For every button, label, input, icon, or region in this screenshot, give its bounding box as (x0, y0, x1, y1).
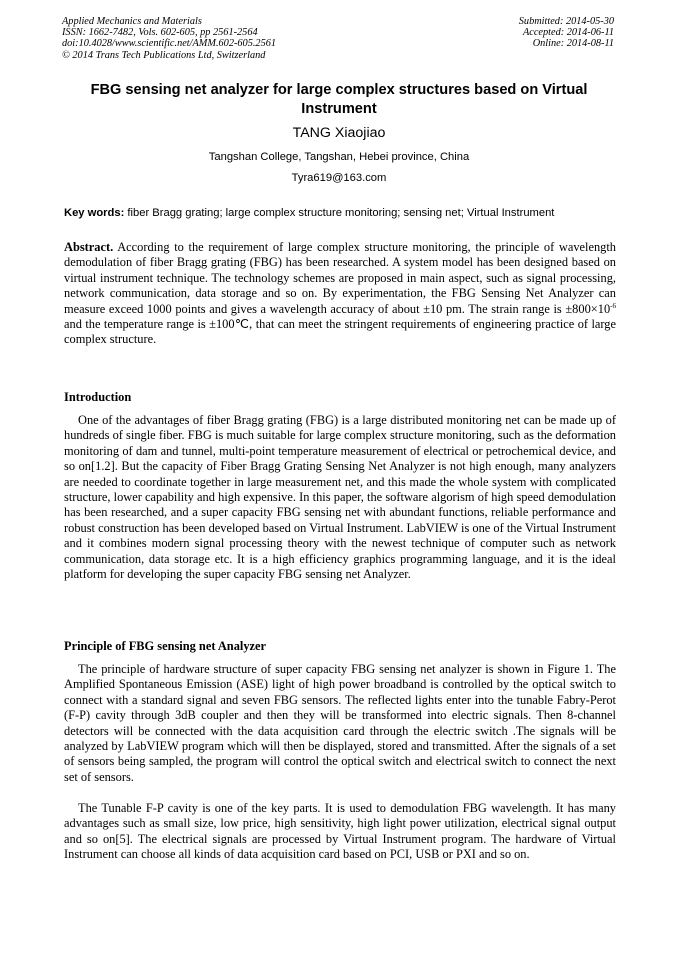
author-email[interactable]: Tyra619@163.com (291, 172, 387, 184)
online-date: Online: 2014-08-11 (532, 38, 614, 50)
keywords (64, 206, 616, 220)
journal-header (62, 16, 392, 61)
keywords-text: fiber Bragg grating; large complex structure monitoring; sensing net; Virtual Instrument (127, 207, 555, 219)
principle-heading: Principle of FBG sensing net Analyzer (64, 639, 267, 653)
issn-line: ISSN: 1662-7482, Vols. 602-605, pp 2561-2564 (62, 27, 258, 39)
abstract-label: Abstract. (64, 240, 114, 254)
dates-header (414, 16, 614, 50)
principle-paragraph-1: The principle of hardware structure of super capacity FBG sensing net analyzer is shown in Figure 1. The Amplified Spontaneous Emission (ASE) light of high power broadband is controlled by the optical switch to connect with a standard signal and seven FBG sensors. The reflected lights enter into the tunable Fabry-Perot (F-P) cavity through 3dB coupler and then they will be transformed into electric signals. Then 8-channel detectors will be connected with the data acquisition card through the electric switch .The signals will be analyzed by LabVIEW program which will then be displayed, stored and transmitted. After the signals of a set of sensors being sampled, the program will control the optical switch and electrical switch to connect the next set of sensors. (64, 662, 616, 784)
strain-exponent: -6 (610, 301, 616, 310)
accepted-date: Accepted: 2014-06-11 (522, 27, 614, 39)
keywords-label: Key words: (64, 207, 125, 219)
introduction-paragraph: One of the advantages of fiber Bragg grating (FBG) is a large distributed monitoring net can be made up of hundreds of single fiber. FBG is much suitable for large complex structure monitoring, such as the deformation monitoring of dam and tunnel, multi-point temperature measurement of electrical or petrochemical device, and so on[1.2]. But the capacity of Fiber Bragg Grating Sensing Net Analyzer is not high enough, many analyzers are needed to coordinate together in large measurement net, and this made the whole system with complicated structure, lower capability and high expensive. In this paper, the software algorism of high speed demodulation has been researched, and a super capacity FBG sensing net with abundant functions, reliable performance and robust construction has been developed based on Virtual Instrument. LabVIEW is one of the Virtual Instrument and it combines modern signal processing theory with the newest technique of computer such as network communication, data storage etc. It is a high efficiency graphics programming language, and it is the ideal platform for developing the super capacity FBG sensing net Analyzer. (64, 413, 616, 582)
principle-paragraph-2: The Tunable F-P cavity is one of the key parts. It is used to demodulation FBG wavelength. It has many advantages such as small size, low price, high sensitivity, high light power utilization, electrical signal output and so on[5]. The electrical signals are processed by Virtual Instrument program. The hardware of Virtual Instrument can choose all kinds of data acquisition card based on PCI, USB or PXI and so on. (64, 801, 616, 862)
introduction-heading: Introduction (64, 390, 132, 404)
journal-name: Applied Mechanics and Materials (62, 16, 202, 27)
abstract-text-end: and the temperature range is ±100℃, that can meet the stringent requirements of engineering practice of large complex structure. (64, 317, 616, 347)
author-name: TANG Xiaojiao (292, 125, 386, 141)
paper-title: FBG sensing net analyzer for large complex structures based on Virtual Instrument (90, 82, 588, 117)
doi-line[interactable]: doi:10.4028/www.scientific.net/AMM.602-605.2561 (62, 38, 277, 50)
abstract (64, 240, 616, 348)
abstract-text: According to the requirement of large complex structure monitoring, the principle of wavelength demodulation of fiber Bragg grating (FBG) has been researched. A system model has been designed based on virtual instrument technique. The technology schemes are proposed in main aspect, such as signal processing, network communication, data storage and so on. By experimentation, the FBG Sensing Net Analyzer can measure exceed 1000 points and gives a wavelength accuracy of about ±10 pm. The strain range is ±800×10 (64, 240, 616, 316)
submitted-date: Submitted: 2014-05-30 (518, 16, 614, 27)
affiliation: Tangshan College, Tangshan, Hebei province, China (208, 151, 470, 163)
copyright-line: © 2014 Trans Tech Publications Ltd, Switzerland (62, 49, 266, 61)
